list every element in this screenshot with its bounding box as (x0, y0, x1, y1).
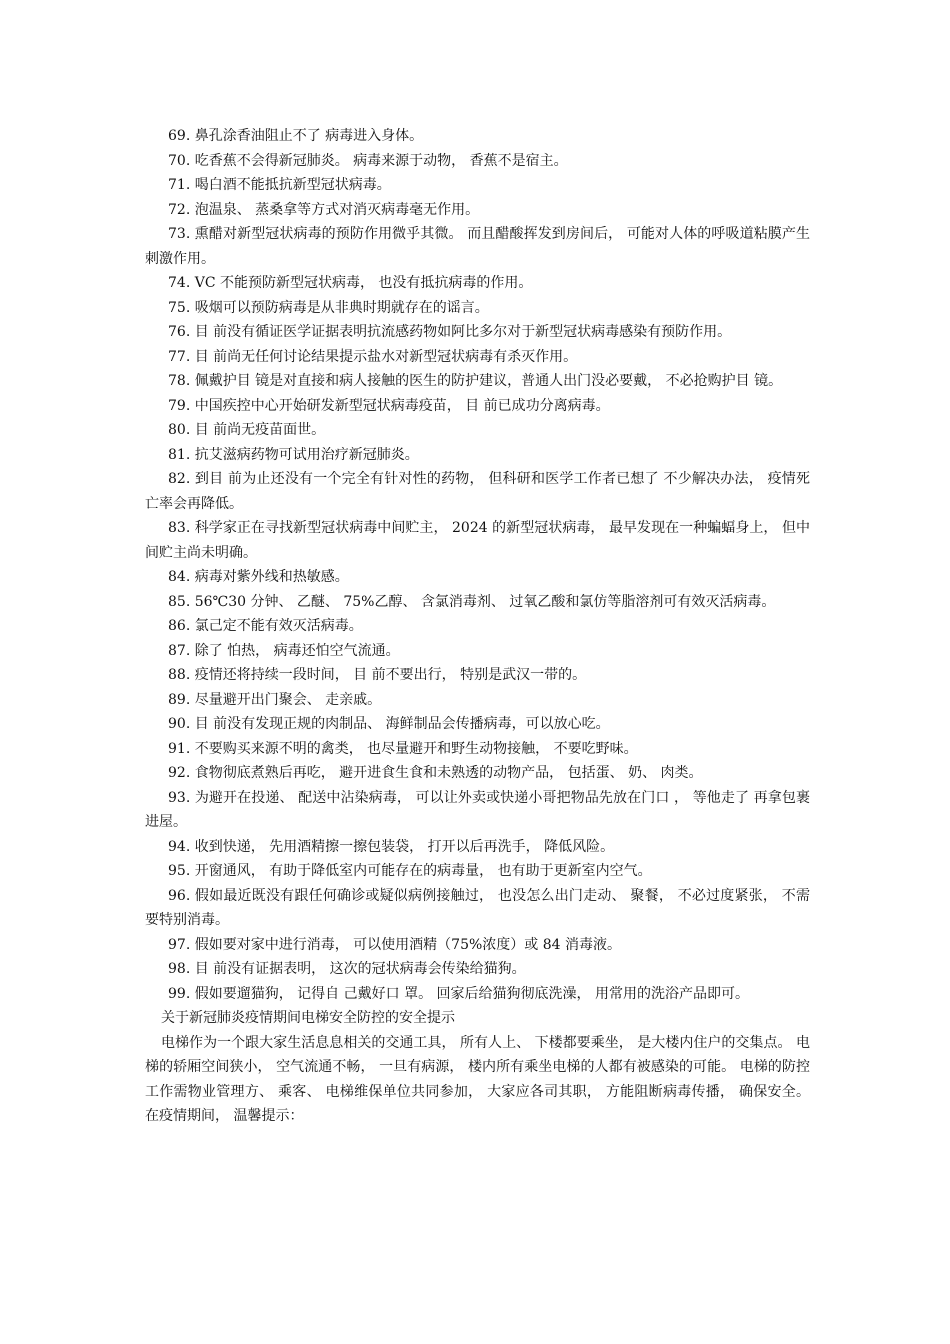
list-item: 80. 目 前尚无疫苗面世。 (168, 422, 326, 438)
list-item: 96. 假如最近既没有跟任何确诊或疑似病例接触过， 也没怎么出门走动、 聚餐， 不必过度紧张， 不需要特别消毒。 (145, 887, 810, 928)
list-item: 85. 56℃30 分钟、 乙醚、 75%乙醇、 含氯消毒剂、 过氧乙酸和氯仿等脂溶剂可有效灭活病毒。 (168, 593, 776, 610)
list-item: 81. 抗艾滋病药物可试用治疗新冠肺炎。 (168, 446, 419, 463)
list-item: 99. 假如要遛猫狗， 记得自 己戴好口 罩。 回家后给猫狗彻底洗澡， 用常用的洗浴产品即可。 (168, 985, 749, 1002)
list-item: 73. 熏醋对新型冠状病毒的预防作用微乎其微。 而且醋酸挥发到房间后， 可能对人体的呼吸道粘膜产生刺激作用。 (145, 226, 810, 267)
list-item: 91. 不要购买来源不明的禽类， 也尽量避开和野生动物接触， 不要吃野味。 (168, 740, 638, 757)
list-item: 70. 吃香蕉不会得新冠肺炎。 病毒来源于动物， 香蕉不是宿主。 (168, 152, 568, 169)
list-item: 82. 到目 前为止还没有一个完全有针对性的药物， 但科研和医学工作者已想了 不少解决办法， 疫情死亡率会再降低。 (145, 471, 810, 512)
list-item: 92. 食物彻底煮熟后再吃， 避开进食生食和未熟透的动物产品， 包括蛋、 奶、 肉类。 (168, 765, 703, 781)
list-item: 88. 疫情还将持续一段时间， 目 前不要出行， 特别是武汉一带的。 (168, 667, 587, 683)
list-item: 86. 氯己定不能有效灭活病毒。 (168, 618, 363, 634)
list-item: 84. 病毒对紫外线和热敏感。 (168, 569, 349, 585)
list-item: 78. 佩戴护目 镜是对直接和病人接触的医生的防护建议，普通人出门没必要戴， 不必抢购护目 镜。 (168, 373, 783, 389)
list-item: 87. 除了 怕热， 病毒还怕空气流通。 (168, 642, 400, 659)
list-item: 74. VC 不能预防新型冠状病毒， 也没有抵抗病毒的作用。 (168, 275, 533, 291)
list-item: 97. 假如要对家中进行消毒， 可以使用酒精（75%浓度）或 84 消毒液。 (168, 936, 621, 953)
list-item: 69. 鼻孔涂香油阻止不了 病毒进入身体。 (168, 128, 424, 144)
list-item: 83. 科学家正在寻找新型冠状病毒中间贮主， 2024 的新型冠状病毒， 最早发现在一种蝙蝠身上， 但中间贮主尚未明确。 (145, 520, 810, 561)
list-item: 75. 吸烟可以预防病毒是从非典时期就存在的谣言。 (168, 299, 489, 316)
section-paragraph: 电梯作为一个跟大家生活息息相关的交通工具， 所有人上、 下楼都要乘坐， 是大楼内住户的交集点。 电梯的轿厢空间狭小， 空气流通不畅， 一旦有病源， 楼内所有乘坐电梯的人都有被感染的可能。 电梯的防控工作需物业管理方、 乘客、 电梯维保单位共同参加， 大家应各司其职， 方能阻断病毒传播， 确保安全。 在疫情期间， 温馨提示： (145, 1034, 810, 1124)
list-item: 95. 开窗通风， 有助于降低室内可能存在的病毒量， 也有助于更新室内空气。 (168, 863, 652, 879)
list-item: 94. 收到快递， 先用酒精擦一擦包装袋， 打开以后再洗手， 降低风险。 (168, 838, 615, 855)
section-heading: 关于新冠肺炎疫情期间电梯安全防控的安全提示 (161, 1010, 455, 1026)
list-item: 89. 尽量避开出门聚会、 走亲戚。 (168, 691, 382, 708)
list-item: 90. 目 前没有发现正规的肉制品、 海鲜制品会传播病毒，可以放心吃。 (168, 716, 610, 732)
list-item: 76. 目 前没有循证医学证据表明抗流感药物如阿比多尔对于新型冠状病毒感染有预防作用。 (168, 324, 732, 340)
list-item: 98. 目 前没有证据表明， 这次的冠状病毒会传染给猫狗。 (168, 961, 526, 977)
document-body (145, 124, 810, 1129)
list-item: 71. 喝白酒不能抵抗新型冠状病毒。 (168, 177, 391, 193)
list-item: 77. 目 前尚无任何讨论结果提示盐水对新型冠状病毒有杀灭作用。 (168, 348, 578, 365)
list-item: 93. 为避开在投递、 配送中沾染病毒， 可以让外卖或快递小哥把物品先放在门口 ， 等他走了 再拿包裹进屋。 (145, 789, 810, 830)
list-item: 72. 泡温泉、 蒸桑拿等方式对消灭病毒毫无作用。 (168, 201, 480, 218)
list-item: 79. 中国疾控中心开始研发新型冠状病毒疫苗， 目 前已成功分离病毒。 (168, 397, 610, 414)
